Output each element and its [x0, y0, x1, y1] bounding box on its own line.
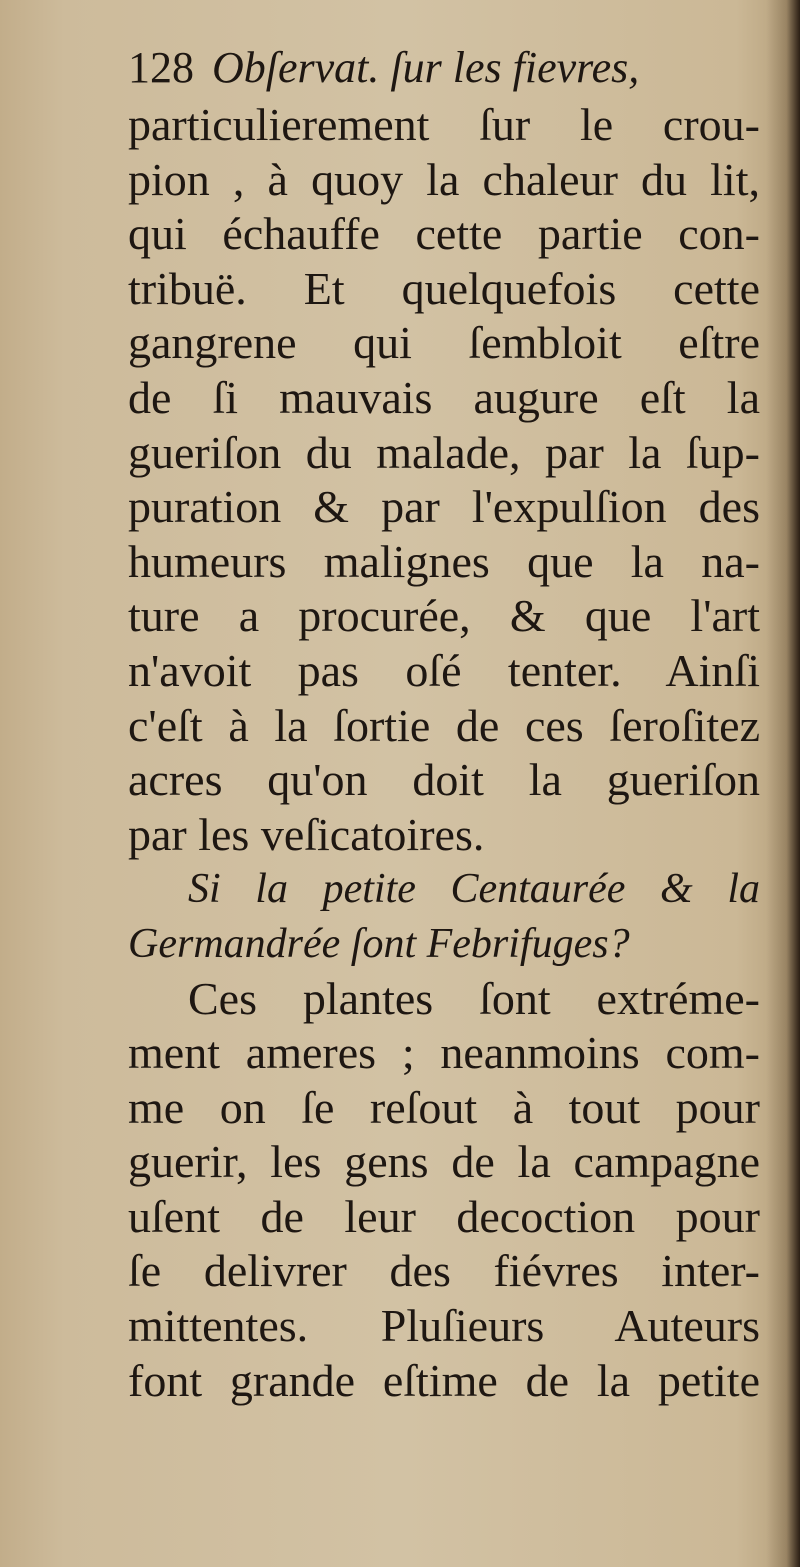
running-title: Obſervat. ſur les fievres,	[212, 43, 640, 92]
text-line: Ces plantes ſont extréme-	[188, 972, 760, 1024]
binding-shadow	[766, 0, 800, 1567]
text-line: qui échauffe cette partie con-	[128, 208, 760, 260]
text-line: ſe delivrer des fiévres inter-	[128, 1245, 760, 1297]
text-line: par les veſicatoires.	[128, 808, 485, 860]
text-line: gangrene qui ſembloit eſtre	[128, 317, 760, 369]
text-line: acres qu'on doit la gueriſon	[128, 754, 760, 806]
text-line: ment ameres ; neanmoins com-	[128, 1027, 760, 1079]
text-line: gueriſon du malade, par la ſup-	[128, 426, 760, 478]
text-line: mittentes. Pluſieurs Auteurs	[128, 1300, 760, 1352]
section-text	[128, 972, 760, 1409]
text-line: c'eſt à la ſortie de ces ſeroſitez	[128, 699, 760, 751]
text-line: de ſi mauvais augure eſt la	[128, 371, 760, 423]
text-line: guerir, les gens de la campagne	[128, 1136, 760, 1188]
heading-line: Si la petite Centaurée & la	[188, 866, 760, 913]
heading-line: Germandrée ſont Febrifuges?	[128, 920, 630, 967]
text-line: n'avoit pas oſé tenter. Ainſi	[128, 644, 760, 696]
text-line: font grande eſtime de la petite	[128, 1354, 760, 1406]
text-line: puration & par l'expulſion des	[128, 481, 760, 533]
page-number: 128	[128, 43, 194, 92]
text-line: particulierement ſur le crou-	[128, 99, 760, 150]
running-header	[128, 38, 760, 98]
body-text	[128, 98, 760, 862]
text-line: humeurs malignes que la na-	[128, 535, 760, 587]
text-line: pion , à quoy la chaleur du lit,	[128, 153, 760, 205]
text-line: me on ſe reſout à tout pour	[128, 1081, 760, 1133]
text-line: uſent de leur decoction pour	[128, 1190, 760, 1242]
section-heading	[128, 862, 760, 971]
text-line: ture a procurée, & que l'art	[128, 590, 760, 642]
text-line: tribuë. Et quelquefois cette	[128, 262, 760, 314]
